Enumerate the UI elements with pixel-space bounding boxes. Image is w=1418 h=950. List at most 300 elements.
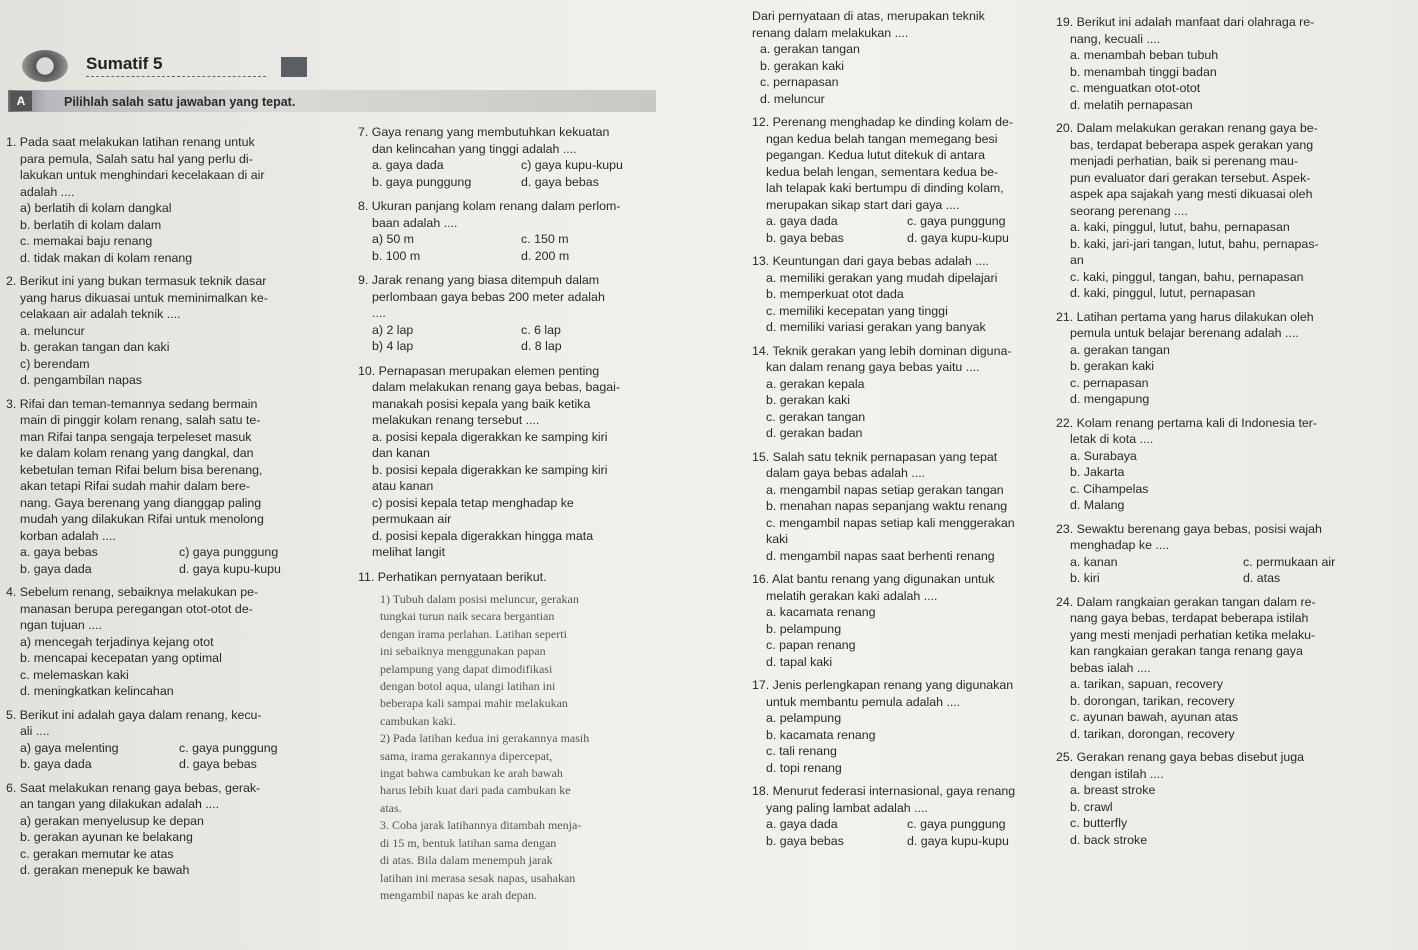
answer-option: d. tapal kaki: [766, 654, 833, 669]
page-title: Sumatif 5: [86, 54, 163, 73]
title-underline: [86, 76, 266, 77]
answer-option: a. kacamata renang: [766, 605, 876, 619]
question-text: [6, 396, 338, 413]
question-block: [1056, 415, 1416, 514]
question-number: 20.: [1056, 121, 1077, 135]
question-text: [358, 569, 670, 586]
answer-option: d. mengambil napas saat berhenti renang: [766, 548, 995, 563]
question-text: man Rifai tanpa sengaja terpeleset masuk: [20, 429, 252, 444]
answer-option: c. pernapasan: [1070, 375, 1149, 390]
title-square-decoration: [281, 57, 307, 77]
question-block: [752, 253, 1048, 336]
answer-option: a) mencegah terjadinya kejang otot: [20, 634, 214, 649]
answer-option: d. tidak makan di kolam renang: [20, 250, 193, 265]
question-text: [358, 198, 670, 215]
answer-option: d. gaya bebas: [521, 174, 599, 189]
question-block: [358, 569, 670, 586]
question-number: 4.: [6, 585, 20, 599]
question-number: 21.: [1056, 309, 1077, 324]
answer-option: b. kaki, jari-jari tangan, lutut, bahu, pernapas-: [1070, 236, 1319, 251]
question-number: 15.: [752, 449, 773, 464]
passage-line: pelampung yang dapat dimodifikasi: [380, 661, 553, 676]
answer-option: d. meningkatkan kelincahan: [20, 684, 174, 698]
answer-option: a. posisi kepala digerakkan ke samping kiri: [372, 429, 608, 444]
answer-option: d. gerakan badan: [766, 426, 863, 440]
answer-option: a. pelampung: [766, 711, 842, 725]
passage-line: dengan botol aqua, ulangi latihan ini: [380, 679, 556, 694]
answer-option: c. pernapasan: [760, 75, 839, 89]
question-text: [6, 780, 338, 797]
question-number: 12.: [752, 115, 773, 129]
question-text-line: Keuntungan dari gaya bebas adalah ....: [772, 254, 989, 268]
answer-option: b. 100 m: [372, 248, 421, 263]
answer-option: kaki: [766, 532, 789, 546]
question-number: 17.: [752, 678, 773, 692]
question-block: [752, 343, 1048, 442]
passage-line: latihan ini merasa sesak napas, usahakan: [380, 870, 576, 885]
question-number: 8.: [358, 199, 372, 213]
question-text: perlombaan gaya bebas 200 meter adalah: [372, 289, 605, 304]
question-text: [1056, 120, 1416, 137]
answer-option: c. gaya punggung: [907, 214, 1006, 228]
question-text-line: Salah satu teknik pernapasan yang tepat: [772, 449, 998, 464]
passage-line: 3. Coba jarak latihannya ditambah menja-: [380, 818, 582, 833]
question-text: ngan tujuan ....: [20, 618, 102, 632]
answer-option: a. gaya bebas: [20, 545, 98, 559]
answer-option: b. pelampung: [766, 621, 842, 636]
answer-option: a. kaki, pinggul, lutut, bahu, pernapasan: [1070, 220, 1290, 234]
passage-line: dengan irama perlahan. Latihan seperti: [380, 626, 567, 641]
question-text: [1056, 521, 1416, 538]
answer-row: [6, 544, 338, 561]
answer-option: atau kanan: [372, 479, 434, 493]
question-text: manasan berupa peregangan otot-otot de-: [20, 601, 253, 616]
answer-row: [1056, 554, 1416, 571]
question-text: ngan kedua belah tangan memegang besi: [766, 131, 998, 146]
answer-option: c. melemaskan kaki: [20, 667, 129, 682]
answer-option: d. memiliki variasi gerakan yang banyak: [766, 320, 986, 334]
question-number: 1.: [6, 135, 20, 149]
answer-option: c. menguatkan otot-otot: [1070, 81, 1201, 95]
passage-line: ingat bahwa cambukan ke arah bawah: [380, 766, 563, 781]
question-text: [358, 363, 670, 380]
answer-option: b. posisi kepala digerakkan ke samping kiri: [372, 462, 608, 477]
answer-option: c. memiliki kecepatan yang tinggi: [766, 303, 948, 318]
answer-option: c. 6 lap: [521, 322, 561, 337]
question-text: [1056, 14, 1416, 31]
answer-row: [752, 213, 1048, 230]
question-text: [1056, 415, 1416, 432]
answer-option: c) berendam: [20, 356, 90, 371]
answer-option: d. tarikan, dorongan, recovery: [1070, 726, 1235, 741]
answer-option: a. menambah beban tubuh: [1070, 48, 1219, 62]
question-text: [752, 114, 1048, 131]
question-text: main di pinggir kolam renang, salah satu te-: [20, 413, 261, 427]
passage-line: tungkai turun naik secara bergantian: [380, 609, 555, 624]
question-number: 18.: [752, 784, 773, 798]
question-text-line: Gerakan renang gaya bebas disebut juga: [1076, 750, 1304, 764]
question-text: yang mesti menjadi perhatian ketika melaku-: [1070, 627, 1316, 642]
answer-option: c. papan renang: [766, 638, 856, 652]
question-text: baan adalah ....: [372, 215, 458, 230]
question-text-line: Perenang menghadap ke dinding kolam de-: [772, 115, 1014, 129]
passage-line: di atas. Bila dalam menempuh jarak: [380, 853, 553, 868]
question-text: kebetulan teman Rifai belum bisa berenang,: [20, 462, 263, 477]
question-text: melatih gerakan kaki adalah ....: [766, 588, 938, 603]
answer-option: d. back stroke: [1070, 832, 1148, 847]
question-text: [6, 134, 338, 151]
question-text: bebas ialah ....: [1070, 660, 1151, 675]
answer-option: d. melatih pernapasan: [1070, 97, 1193, 112]
answer-option: a) 50 m: [372, 232, 415, 246]
answer-option: b. menahan napas sepanjang waktu renang: [766, 499, 1008, 513]
answer-option: d. meluncur: [760, 91, 825, 106]
sumatif-logo-icon: [22, 50, 68, 82]
question-number: 10.: [358, 363, 379, 378]
question-text: nang. Gaya berenang yang dianggap paling: [20, 495, 262, 510]
answer-option: c. 150 m: [521, 232, 569, 246]
question-text: [752, 343, 1048, 360]
question-text: ali ....: [20, 724, 50, 738]
answer-option: c. gaya punggung: [907, 817, 1006, 831]
answer-option: b. menambah tinggi badan: [1070, 64, 1217, 79]
question-block: [1056, 521, 1416, 587]
answer-option: d. posisi kepala digerakkan hingga mata: [372, 528, 594, 543]
question-text: [752, 253, 1048, 270]
question-text: [6, 584, 338, 601]
question-text: kan rangkaian gerakan tanga renang gaya: [1070, 644, 1303, 658]
answer-option: b. gerakan tangan dan kaki: [20, 340, 170, 354]
question-text-line: Saat melakukan renang gaya bebas, gerak-: [19, 780, 261, 795]
answer-option: a) 2 lap: [372, 322, 414, 337]
section-badge: A: [10, 91, 32, 111]
question-text: letak di kota ....: [1070, 432, 1154, 446]
question-number: 5.: [6, 707, 20, 722]
answer-option: a. gerakan tangan: [760, 42, 860, 56]
passage-line: atas.: [380, 800, 402, 815]
question-text: [1056, 749, 1416, 766]
question-block: [358, 124, 670, 190]
question-text: korban adalah ....: [20, 528, 116, 543]
answer-row: [358, 338, 670, 355]
answer-row: [752, 833, 1048, 850]
answer-option: b. gaya bebas: [766, 230, 844, 245]
column-4: [1056, 14, 1416, 848]
question-number: 11.: [358, 569, 378, 584]
question-text: [752, 571, 1048, 588]
answer-row: [752, 816, 1048, 833]
question-text: renang dalam melakukan ....: [752, 25, 909, 40]
passage-line: harus lebih kuat dari pada cambukan ke: [380, 783, 571, 798]
question-number: 24.: [1056, 594, 1077, 609]
question-text: [752, 783, 1048, 800]
question-text: [6, 707, 338, 724]
answer-option: b. dorongan, tarikan, recovery: [1070, 693, 1235, 708]
question-block: [752, 8, 1048, 107]
answer-option: c. tali renang: [766, 744, 837, 758]
question-block: [6, 273, 338, 389]
answer-option: d. kaki, pinggul, lutut, pernapasan: [1070, 286, 1256, 300]
question-block: [752, 114, 1048, 246]
question-number: 25.: [1056, 750, 1077, 764]
answer-row: [358, 157, 670, 174]
question-text: manakah posisi kepala yang baik ketika: [372, 396, 591, 411]
question-text-line: Rifai dan teman-temannya sedang bermain: [19, 396, 258, 411]
answer-option: b) 4 lap: [372, 339, 414, 353]
answer-option: c. butterfly: [1070, 816, 1128, 830]
question-text: aspek apa sajakah yang mesti dikuasai oleh: [1070, 187, 1313, 201]
question-block: [1056, 120, 1416, 302]
question-text: lah telapak kaki bertumpu di dinding kolam,: [766, 181, 1004, 195]
question-number: 23.: [1056, 521, 1077, 536]
question-text-line: Latihan pertama yang harus dilakukan oleh: [1076, 309, 1314, 324]
answer-option: b. memperkuat otot dada: [766, 287, 904, 301]
answer-option: b. Jakarta: [1070, 465, 1125, 479]
answer-option: b. gaya bebas: [766, 833, 844, 848]
answer-option: c. mengambil napas setiap kali menggerakan: [766, 515, 1015, 530]
question-block: [6, 396, 338, 578]
question-block: [752, 783, 1048, 849]
question-block: [752, 449, 1048, 565]
answer-row: [6, 740, 338, 757]
question-text: kan dalam renang gaya bebas yaitu ....: [766, 360, 980, 374]
answer-option: a) berlatih di kolam dangkal: [20, 201, 172, 215]
question-text: kedua belah lengan, sementara kedua be-: [766, 164, 999, 179]
question-block: [358, 198, 670, 264]
answer-option: c. memakai baju renang: [20, 234, 153, 248]
question-number: 6.: [6, 780, 20, 795]
question-text-line: Berikut ini adalah gaya dalam renang, kecu-: [19, 707, 262, 722]
answer-option: d. 8 lap: [521, 339, 562, 353]
question-text: untuk membantu pemula adalah ....: [766, 694, 961, 709]
answer-option: d. gaya kupu-kupu: [907, 833, 1009, 848]
answer-option: d. pengambilan napas: [20, 373, 142, 387]
answer-option: a. memiliki gerakan yang mudah dipelajari: [766, 270, 998, 285]
answer-row: [752, 230, 1048, 247]
question-text: para pemula, Salah satu hal yang perlu di-: [20, 151, 253, 166]
question-number: 7.: [358, 125, 372, 139]
question-text: bas, terdapat beberapa aspek gerakan yang: [1070, 137, 1314, 152]
question-text: dalam melakukan renang gaya bebas, bagai-: [372, 380, 620, 394]
answer-option: c. gerakan tangan: [766, 409, 866, 424]
passage-line: mengambil napas ke arah depan.: [380, 887, 537, 902]
question-text-line: Dalam rangkaian gerakan tangan dalam re-: [1076, 594, 1316, 609]
answer-option: b. gerakan ayunan ke belakang: [20, 830, 193, 844]
answer-option: d. 200 m: [521, 248, 570, 263]
column-2: [358, 124, 670, 904]
answer-option: b. gaya dada: [20, 561, 92, 576]
question-text-line: Teknik gerakan yang lebih dominan diguna-: [772, 343, 1012, 358]
answer-option: d. gerakan menepuk ke bawah: [20, 863, 190, 877]
question-text-line: Pada saat melakukan latihan renang untuk: [19, 135, 255, 149]
answer-option: c. gaya punggung: [179, 740, 278, 755]
answer-option: a) gaya melenting: [20, 740, 119, 755]
answer-option: b. gaya dada: [20, 757, 92, 771]
answer-option: b. gerakan kaki: [760, 58, 845, 73]
question-text: seorang perenang ....: [1070, 203, 1188, 218]
question-block: [1056, 594, 1416, 743]
question-block: [6, 707, 338, 773]
question-text: [752, 449, 1048, 466]
answer-option: b. gerakan kaki: [766, 393, 851, 407]
question-text: pegangan. Kedua lutut ditekuk di antara: [766, 148, 986, 162]
question-text: nang gaya bebas, terdapat beberapa istilah: [1070, 611, 1309, 625]
question-text-line: Berikut ini adalah manfaat dari olahraga re-: [1076, 15, 1315, 29]
question-text: Dari pernyataan di atas, merupakan teknik: [752, 9, 985, 23]
passage-line: ini sebaiknya menggunakan papan: [380, 644, 546, 659]
question-text: pemula untuk belajar berenang adalah ....: [1070, 326, 1299, 340]
question-text: dengan istilah ....: [1070, 766, 1164, 781]
question-text: akan tetapi Rifai sudah mahir dalam bere-: [20, 479, 251, 493]
column-1: [6, 134, 338, 879]
answer-option: d. mengapung: [1070, 392, 1150, 406]
answer-option: a. gaya dada: [766, 817, 838, 831]
passage-line: beberapa kali sampai mahir melakukan: [380, 696, 568, 711]
question-text: nang, kecuali ....: [1070, 31, 1161, 46]
answer-option: a. breast stroke: [1070, 783, 1156, 797]
question-text-line: Gaya renang yang membutuhkan kekuatan: [371, 125, 610, 139]
answer-option: c. gerakan memutar ke atas: [20, 846, 174, 861]
question-text: [752, 677, 1048, 694]
question-text: dalam gaya bebas adalah ....: [766, 466, 926, 480]
question-text-line: Perhatikan pernyataan berikut.: [377, 569, 547, 584]
question-text: [6, 273, 338, 290]
passage-line: 2) Pada latihan kedua ini gerakannya masih: [380, 731, 590, 746]
question-number: 22.: [1056, 415, 1077, 430]
passage-line: sama, irama gerakannya dipercepat,: [380, 748, 553, 763]
question-number: 3.: [6, 396, 20, 411]
answer-option: c. permukaan air: [1243, 554, 1336, 569]
answer-option: b. mencapai kecepatan yang optimal: [20, 651, 222, 665]
question-text: lakukan untuk menghindari kecelakaan di air: [20, 168, 265, 182]
question-block: [1056, 14, 1416, 113]
answer-option: a. gaya dada: [372, 158, 444, 172]
answer-row: [6, 756, 338, 773]
answer-option: dan kanan: [372, 446, 430, 460]
question-text: an tangan yang dilakukan adalah ....: [20, 797, 220, 811]
question-text-line: Pernapasan merupakan elemen penting: [378, 363, 600, 378]
answer-option: c. kaki, pinggul, tangan, bahu, pernapasan: [1070, 269, 1304, 284]
question-number: 19.: [1056, 15, 1077, 29]
question-block: [752, 677, 1048, 776]
answer-option: b. kiri: [1070, 571, 1100, 585]
passage-line: di 15 m, bentuk latihan sama dengan: [380, 835, 557, 850]
question-text: yang harus dikuasai untuk meminimalkan ke-: [20, 290, 268, 305]
question-text: ke dalam kolam renang yang dangkal, dan: [20, 446, 254, 460]
answer-option: a. gaya dada: [766, 214, 838, 228]
passage-box: [358, 591, 670, 904]
answer-option: b. crawl: [1070, 799, 1113, 814]
question-text: [1056, 309, 1416, 326]
answer-option: d. gaya bebas: [179, 757, 257, 771]
question-text-line: Dalam melakukan gerakan renang gaya be-: [1076, 121, 1318, 135]
question-block: [6, 134, 338, 266]
answer-option: d. topi renang: [766, 760, 842, 775]
question-block: [1056, 749, 1416, 848]
answer-option: an: [1070, 253, 1084, 267]
answer-row: [358, 322, 670, 339]
question-text-line: Berikut ini yang bukan termasuk teknik dasar: [19, 274, 267, 288]
question-block: [1056, 309, 1416, 408]
question-text-line: Menurut federasi internasional, gaya renang: [772, 784, 1016, 798]
answer-option: permukaan air: [372, 512, 452, 526]
question-text: merupakan sikap start dari gaya ....: [766, 197, 960, 212]
question-text: celakaan air adalah teknik ....: [20, 307, 181, 321]
question-text: menjadi perhatian, baik si perenang mau-: [1070, 154, 1298, 168]
question-text: pun evaluator dari gerakan tersebut. Aspek-: [1070, 170, 1311, 185]
question-block: [6, 780, 338, 879]
answer-row: [1056, 570, 1416, 587]
question-text: melakukan renang tersebut ....: [372, 413, 540, 427]
question-text: mudah yang dilakukan Rifai untuk menolong: [20, 512, 264, 526]
answer-option: c. ayunan bawah, ayunan atas: [1070, 710, 1239, 724]
question-text: [358, 272, 670, 289]
answer-option: c) gaya kupu-kupu: [521, 158, 623, 172]
answer-option: b. berlatih di kolam dalam: [20, 217, 162, 232]
answer-option: melihat langit: [372, 545, 446, 559]
answer-option: a. kanan: [1070, 554, 1118, 569]
question-number: 2.: [6, 274, 20, 288]
question-block: [752, 571, 1048, 670]
answer-option: b. gaya punggung: [372, 174, 472, 189]
answer-option: c. Cihampelas: [1070, 481, 1149, 496]
answer-option: a. gerakan tangan: [1070, 342, 1170, 357]
question-text: [1056, 594, 1416, 611]
answer-option: a. gerakan kepala: [766, 376, 865, 391]
answer-option: c) gaya punggung: [179, 545, 279, 559]
answer-option: a) gerakan menyelusup ke depan: [20, 813, 204, 828]
question-block: [6, 584, 338, 700]
question-text: ....: [372, 306, 386, 320]
answer-option: b. gerakan kaki: [1070, 359, 1155, 373]
question-text-line: Jarak renang yang biasa ditempuh dalam: [371, 273, 600, 287]
answer-option: a. meluncur: [20, 323, 85, 338]
question-text-line: Alat bantu renang yang digunakan untuk: [771, 572, 995, 586]
answer-row: [358, 174, 670, 191]
question-block: [358, 272, 670, 355]
answer-option: c) posisi kepala tetap menghadap ke: [372, 495, 574, 510]
question-text-line: Jenis perlengkapan renang yang digunakan: [772, 678, 1014, 692]
question-text: yang paling lambat adalah ....: [766, 800, 928, 815]
question-text-line: Sebelum renang, sebaiknya melakukan pe-: [19, 585, 259, 599]
column-3: [752, 8, 1048, 849]
question-text-line: Ukuran panjang kolam renang dalam perlom-: [371, 199, 621, 213]
question-text-line: Kolam renang pertama kali di Indonesia ter-: [1076, 415, 1318, 430]
answer-option: a. Surabaya: [1070, 448, 1137, 463]
question-text: dan kelincahan yang tinggi adalah ....: [372, 141, 577, 156]
question-number: 9.: [358, 273, 372, 287]
answer-option: d. gaya kupu-kupu: [179, 561, 281, 576]
answer-option: a. mengambil napas setiap gerakan tangan: [766, 482, 1004, 497]
question-number: 14.: [752, 343, 773, 358]
question-text-line: Sewaktu berenang gaya bebas, posisi wajah: [1076, 521, 1322, 536]
answer-option: a. tarikan, sapuan, recovery: [1070, 677, 1223, 691]
passage-line: cambukan kaki.: [380, 713, 456, 728]
question-number: 16.: [752, 572, 772, 586]
question-text: menghadap ke ....: [1070, 538, 1170, 552]
question-text: [358, 124, 670, 141]
section-instruction: Pilihlah salah satu jawaban yang tepat.: [64, 95, 296, 109]
answer-row: [358, 248, 670, 265]
answer-option: d. gaya kupu-kupu: [907, 230, 1009, 245]
answer-option: b. kacamata renang: [766, 727, 876, 742]
passage-line: 1) Tubuh dalam posisi meluncur, gerakan: [380, 592, 579, 606]
answer-option: d. Malang: [1070, 498, 1125, 512]
question-number: 13.: [752, 254, 773, 268]
question-text: adalah ....: [20, 184, 75, 199]
answer-row: [6, 561, 338, 578]
question-block: [358, 363, 670, 561]
